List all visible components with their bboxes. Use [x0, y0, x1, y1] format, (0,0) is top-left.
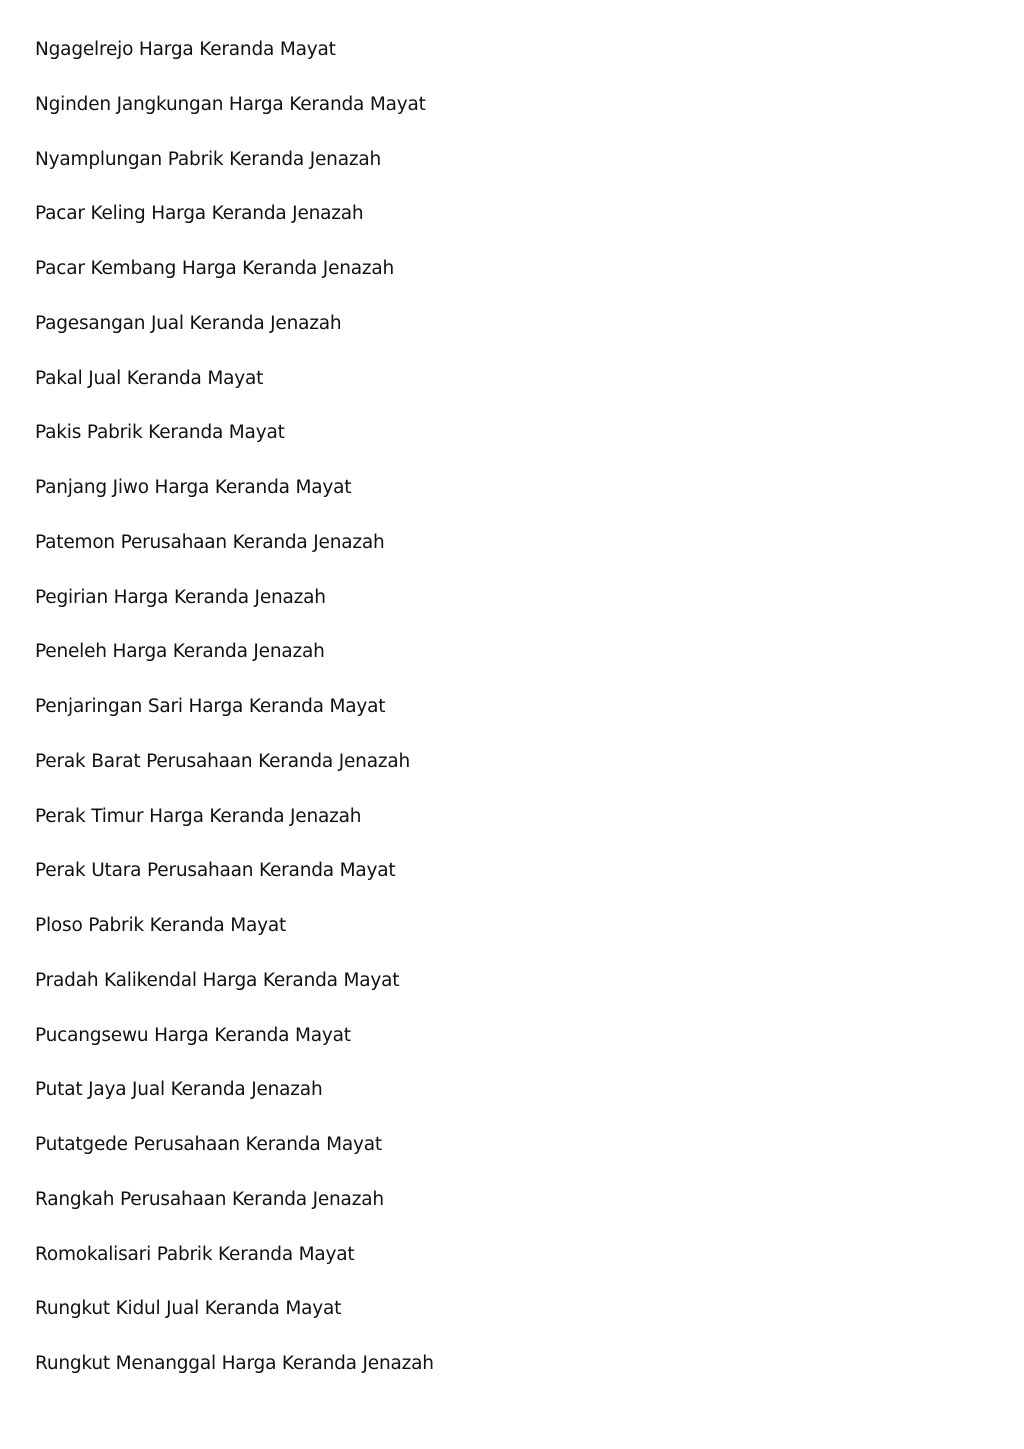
list-item: Ngagelrejo Harga Keranda Mayat — [35, 39, 336, 60]
list-item: Panjang Jiwo Harga Keranda Mayat — [35, 477, 352, 498]
list-item: Putat Jaya Jual Keranda Jenazah — [35, 1079, 323, 1101]
list-item: Pakis Pabrik Keranda Mayat — [35, 422, 285, 444]
list-item: Penjaringan Sari Harga Keranda Mayat — [35, 696, 386, 717]
list-item: Pucangsewu Harga Keranda Mayat — [35, 1024, 351, 1046]
list-item: Peneleh Harga Keranda Jenazah — [35, 641, 325, 663]
list-item: Perak Barat Perusahaan Keranda Jenazah — [35, 750, 411, 772]
list-item: Perak Timur Harga Keranda Jenazah — [35, 805, 362, 827]
list-item: Patemon Perusahaan Keranda Jenazah — [35, 531, 385, 553]
list-item: Pacar Keling Harga Keranda Jenazah — [35, 203, 364, 225]
list-item: Pakal Jual Keranda Mayat — [35, 367, 264, 389]
list-item: Rungkut Kidul Jual Keranda Mayat — [35, 1298, 342, 1320]
keyword-list — [35, 36, 434, 1405]
list-item: Pacar Kembang Harga Keranda Jenazah — [35, 258, 395, 279]
list-item: Pagesangan Jual Keranda Jenazah — [35, 312, 342, 334]
list-item: Putatgede Perusahaan Keranda Mayat — [35, 1134, 382, 1155]
list-item: Rangkah Perusahaan Keranda Jenazah — [35, 1188, 384, 1210]
list-item: Pradah Kalikendal Harga Keranda Mayat — [35, 969, 400, 991]
list-item: Nginden Jangkungan Harga Keranda Mayat — [35, 93, 426, 115]
list-item: Romokalisari Pabrik Keranda Mayat — [35, 1243, 355, 1265]
list-item: Perak Utara Perusahaan Keranda Mayat — [35, 860, 396, 882]
list-item: Pegirian Harga Keranda Jenazah — [35, 586, 326, 608]
list-item: Nyamplungan Pabrik Keranda Jenazah — [35, 148, 382, 170]
list-item: Rungkut Menanggal Harga Keranda Jenazah — [35, 1353, 434, 1374]
list-item: Ploso Pabrik Keranda Mayat — [35, 915, 287, 936]
